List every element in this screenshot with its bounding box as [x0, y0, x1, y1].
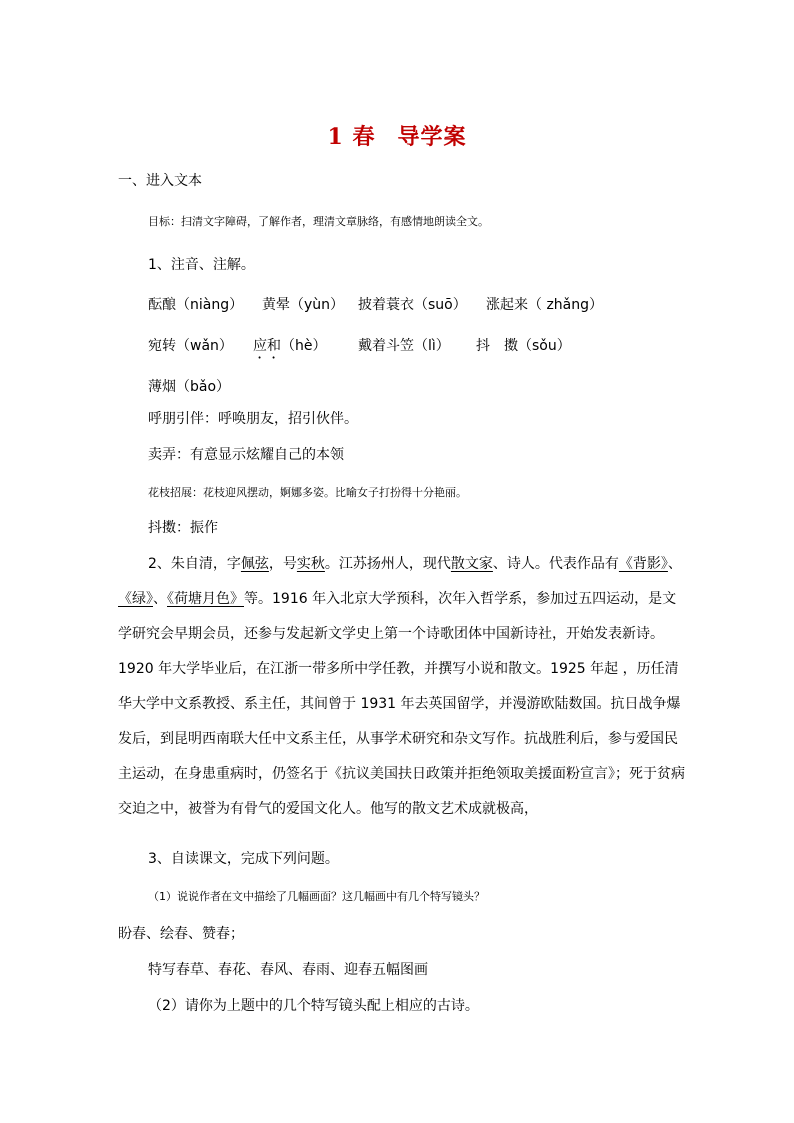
- question-2: （2）请你为上题中的几个特写镜头配上相应的古诗。: [148, 998, 479, 1014]
- vocab-pinyin: （ zhǎng）: [528, 297, 604, 313]
- pinyin-item: [148, 378, 230, 396]
- vocab-word: 宛转: [148, 338, 176, 354]
- title-lesson: 春: [352, 124, 376, 150]
- vocab-word: 戴着斗笠: [358, 338, 414, 354]
- vocab-word: 黄晕: [262, 297, 290, 313]
- author-text: ，号: [268, 556, 297, 572]
- author-text: 。江苏扬州人，现代: [324, 556, 451, 572]
- definition: 花枝招展：花枝迎风摆动，婀娜多姿。比喻女子打扮得十分艳丽。: [148, 486, 467, 499]
- section-heading: 一、进入文本: [118, 173, 202, 189]
- vocab-pinyin: （sǒu）: [518, 338, 571, 354]
- definition: 卖弄：有意显示炫耀自己的本领: [148, 447, 344, 463]
- author-courtesy-name: 佩弦: [240, 556, 269, 572]
- vocab-word: 薄烟: [148, 379, 176, 395]
- author-pen-name: 实秋: [296, 556, 325, 572]
- vocab-word: 披着蓑衣: [358, 297, 414, 313]
- definition: 呼朋引伴：呼唤朋友，招引伙伴。: [148, 411, 358, 427]
- work-title: 《荷塘月色》: [167, 591, 244, 607]
- pinyin-item: [486, 296, 603, 314]
- definition: 抖擞：振作: [148, 520, 218, 536]
- title-number: 1: [327, 124, 344, 150]
- work-title: 《绿》: [118, 591, 153, 607]
- pinyin-item: [148, 296, 243, 314]
- work-title: 《背影》: [618, 556, 668, 572]
- author-text: 、诗人。代表作品有: [492, 556, 619, 572]
- vocab-word: 涨起来: [486, 297, 528, 313]
- author-paragraph: [118, 547, 688, 827]
- vocab-pinyin: （suō）: [414, 297, 467, 313]
- pinyin-item: [262, 296, 344, 314]
- page-title: [0, 120, 794, 151]
- author-text: 、: [153, 591, 167, 607]
- pinyin-item: [476, 337, 571, 355]
- vocab-pinyin: （wǎn）: [176, 338, 233, 354]
- vocab-pinyin: （niàng）: [176, 297, 244, 313]
- author-text: 2、朱自清，字: [148, 556, 241, 572]
- vocab-pinyin: （lì）: [414, 338, 450, 354]
- pinyin-item: [253, 337, 327, 362]
- author-text: 、: [667, 556, 682, 572]
- step-3-heading: 3、自读课文，完成下列问题。: [148, 851, 339, 867]
- pinyin-item: [148, 337, 233, 355]
- vocab-pinyin: （hè）: [281, 338, 327, 354]
- author-text: 等。1916 年入北京大学预科，次年入哲学系，参加过五四运动，是文学研究会早期会员，还参与发起新文学史上第一个诗歌团体中国新诗社，开始发表新诗。1920 年大学毕业后，在江浙一带多所中学任教，并撰写小说和散文。1925 年起 ，历任清华大学中文系教授、系主任，其间曾于 1931 年去英国留学，并漫游欧陆数国。抗日战争爆发后，到昆明西南联大任中文系主任，从事学术研究和杂文写作。抗战胜利后，参与爱国民主运动，在身患重病时，仍签名于《抗议美国扶日政策并拒绝领取美援面粉宣言》；死于贫病交迫之中，被誉为有骨气的爱国文化人。他写的散文艺术成就极高，: [118, 591, 685, 817]
- question-1: （1）说说作者在文中描绘了几幅画面？这几幅画中有几个特写镜头？: [148, 890, 485, 903]
- vocab-word: 酝酿: [148, 297, 176, 313]
- pinyin-item: [358, 337, 450, 355]
- answer-1-line-2: 特写春草、春花、春风、春雨、迎春五幅图画: [148, 962, 428, 978]
- step-1-heading: 1、注音、注解。: [148, 257, 255, 273]
- vocab-word: 应和: [253, 338, 281, 354]
- learning-goal: 目标：扫清文字障碍，了解作者，理清文章脉络，有感情地朗读全文。: [148, 215, 489, 228]
- vocab-pinyin: （yùn）: [290, 297, 345, 313]
- author-title: 散文家: [450, 556, 493, 572]
- pinyin-item: [358, 296, 467, 314]
- vocab-word: 抖 擞: [476, 338, 518, 354]
- vocab-pinyin: （bǎo）: [176, 379, 231, 395]
- title-guide: 导学案: [397, 124, 467, 150]
- answer-1-line-1: 盼春、绘春、赞春；: [118, 926, 244, 942]
